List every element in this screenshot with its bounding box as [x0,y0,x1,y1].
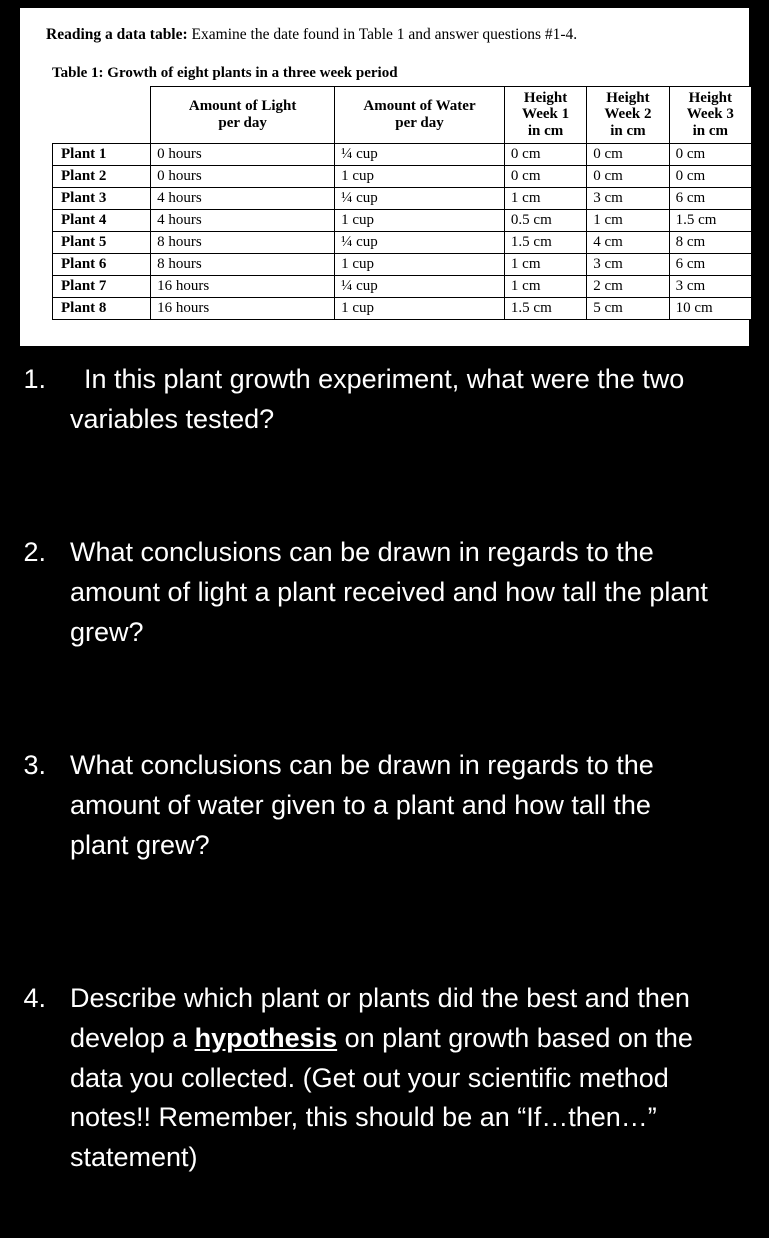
column-header-water [335,86,505,143]
question-number-3: 3. [23,749,46,780]
table-row [53,275,752,297]
column-header-light [151,86,335,143]
column-header-water-line2: per day [395,114,444,131]
cell-light: 0 hours [151,143,335,165]
cell-week3: 6 cm [669,253,751,275]
question-text-4-part1: Describe which plant or plants did the best and then develop a [70,982,690,1053]
column-header-week3-line3: in cm [692,123,728,140]
cell-week3: 10 cm [669,297,751,319]
column-header-week2-line2: Week 2 [604,106,652,123]
cell-water: 1 cup [335,297,505,319]
table-header-row [53,86,752,143]
row-label: Plant 2 [53,165,151,187]
question-text-4-emphasis: hypothesis [194,1022,338,1053]
cell-week1: 1 cm [504,187,586,209]
column-header-week3-line2: Week 3 [686,106,734,123]
cell-light: 8 hours [151,231,335,253]
cell-week2: 5 cm [587,297,669,319]
cell-light: 16 hours [151,297,335,319]
table-title: Table 1: Growth of eight plants in a three week period [52,64,398,81]
row-label: Plant 5 [53,231,151,253]
table-body [53,143,752,319]
column-header-week3-line1: Height [688,89,732,106]
question-number-1: 1. [23,364,46,394]
cell-water: 1 cup [335,165,505,187]
cell-week2: 3 cm [587,187,669,209]
cell-week2: 1 cm [587,209,669,231]
cell-light: 16 hours [151,275,335,297]
column-header-week2 [587,86,669,143]
instruction-rest: Examine the date found in Table 1 and answer questions #1-4. [187,26,578,43]
question-item-4 [0,979,769,1179]
questions-list [0,346,769,1178]
cell-week2: 4 cm [587,231,669,253]
cell-water: 1 cup [335,209,505,231]
column-header-light-line1: Amount of Light [188,97,297,114]
cell-week1: 1.5 cm [504,231,586,253]
cell-week2: 2 cm [587,275,669,297]
row-label: Plant 7 [53,275,151,297]
row-label: Plant 4 [53,209,151,231]
question-item-1 [0,360,769,440]
question-text-1: In this plant growth experiment, what were the two variables tested? [70,364,685,434]
cell-week2: 0 cm [587,143,669,165]
cell-water: ¼ cup [335,143,505,165]
instruction-lead: Reading a data table: [46,26,188,43]
table-row [53,209,752,231]
table-row [53,165,752,187]
question-number-4: 4. [23,982,46,1013]
column-header-week1-line3: in cm [527,123,564,140]
cell-week1: 0 cm [504,165,586,187]
cell-week1: 1 cm [504,275,586,297]
column-header-week2-line3: in cm [610,123,646,140]
question-item-3 [0,746,769,866]
column-header-week1 [504,86,586,143]
cell-light: 4 hours [151,209,335,231]
cell-week3: 6 cm [669,187,751,209]
cell-week3: 0 cm [669,165,751,187]
column-header-water-line1: Amount of Water [363,97,476,114]
cell-water: 1 cup [335,253,505,275]
data-table-card [20,8,749,346]
row-label: Plant 6 [53,253,151,275]
question-text-4 [70,979,710,1179]
row-label: Plant 8 [53,297,151,319]
cell-week2: 3 cm [587,253,669,275]
cell-week3: 3 cm [669,275,751,297]
cell-week1: 0.5 cm [504,209,586,231]
cell-week3: 0 cm [669,143,751,165]
question-text-2: What conclusions can be drawn in regards to the amount of light a plant received and how tall the plant grew? [70,536,708,647]
table-row [53,253,752,275]
cell-week1: 1 cm [504,253,586,275]
cell-week3: 1.5 cm [669,209,751,231]
cell-week1: 1.5 cm [504,297,586,319]
column-header-light-line2: per day [218,114,267,131]
column-header-week2-line1: Height [606,89,650,106]
table-row [53,297,752,319]
row-label: Plant 1 [53,143,151,165]
table-corner-cell [53,86,151,143]
table-row [53,143,752,165]
growth-data-table [52,86,752,320]
row-label: Plant 3 [53,187,151,209]
column-header-week3 [669,86,751,143]
table-row [53,231,752,253]
cell-water: ¼ cup [335,187,505,209]
cell-water: ¼ cup [335,275,505,297]
question-text-4-part2: on plant growth based on the data you collected. (Get out your scientific method notes!! Remember, this should be an “If…then…” statement) [70,1022,693,1173]
cell-week3: 8 cm [669,231,751,253]
table-header [53,86,752,143]
table-row [53,187,752,209]
cell-light: 8 hours [151,253,335,275]
question-item-2 [0,533,769,653]
instruction-line [46,26,749,45]
cell-water: ¼ cup [335,231,505,253]
cell-week1: 0 cm [504,143,586,165]
column-header-week1-line2: Week 1 [522,106,570,123]
question-text-3: What conclusions can be drawn in regards to the amount of water given to a plant and how tall the plant grew? [70,749,654,860]
cell-light: 4 hours [151,187,335,209]
column-header-week1-line1: Height [523,89,568,106]
cell-week2: 0 cm [587,165,669,187]
cell-light: 0 hours [151,165,335,187]
question-number-2: 2. [23,536,46,567]
